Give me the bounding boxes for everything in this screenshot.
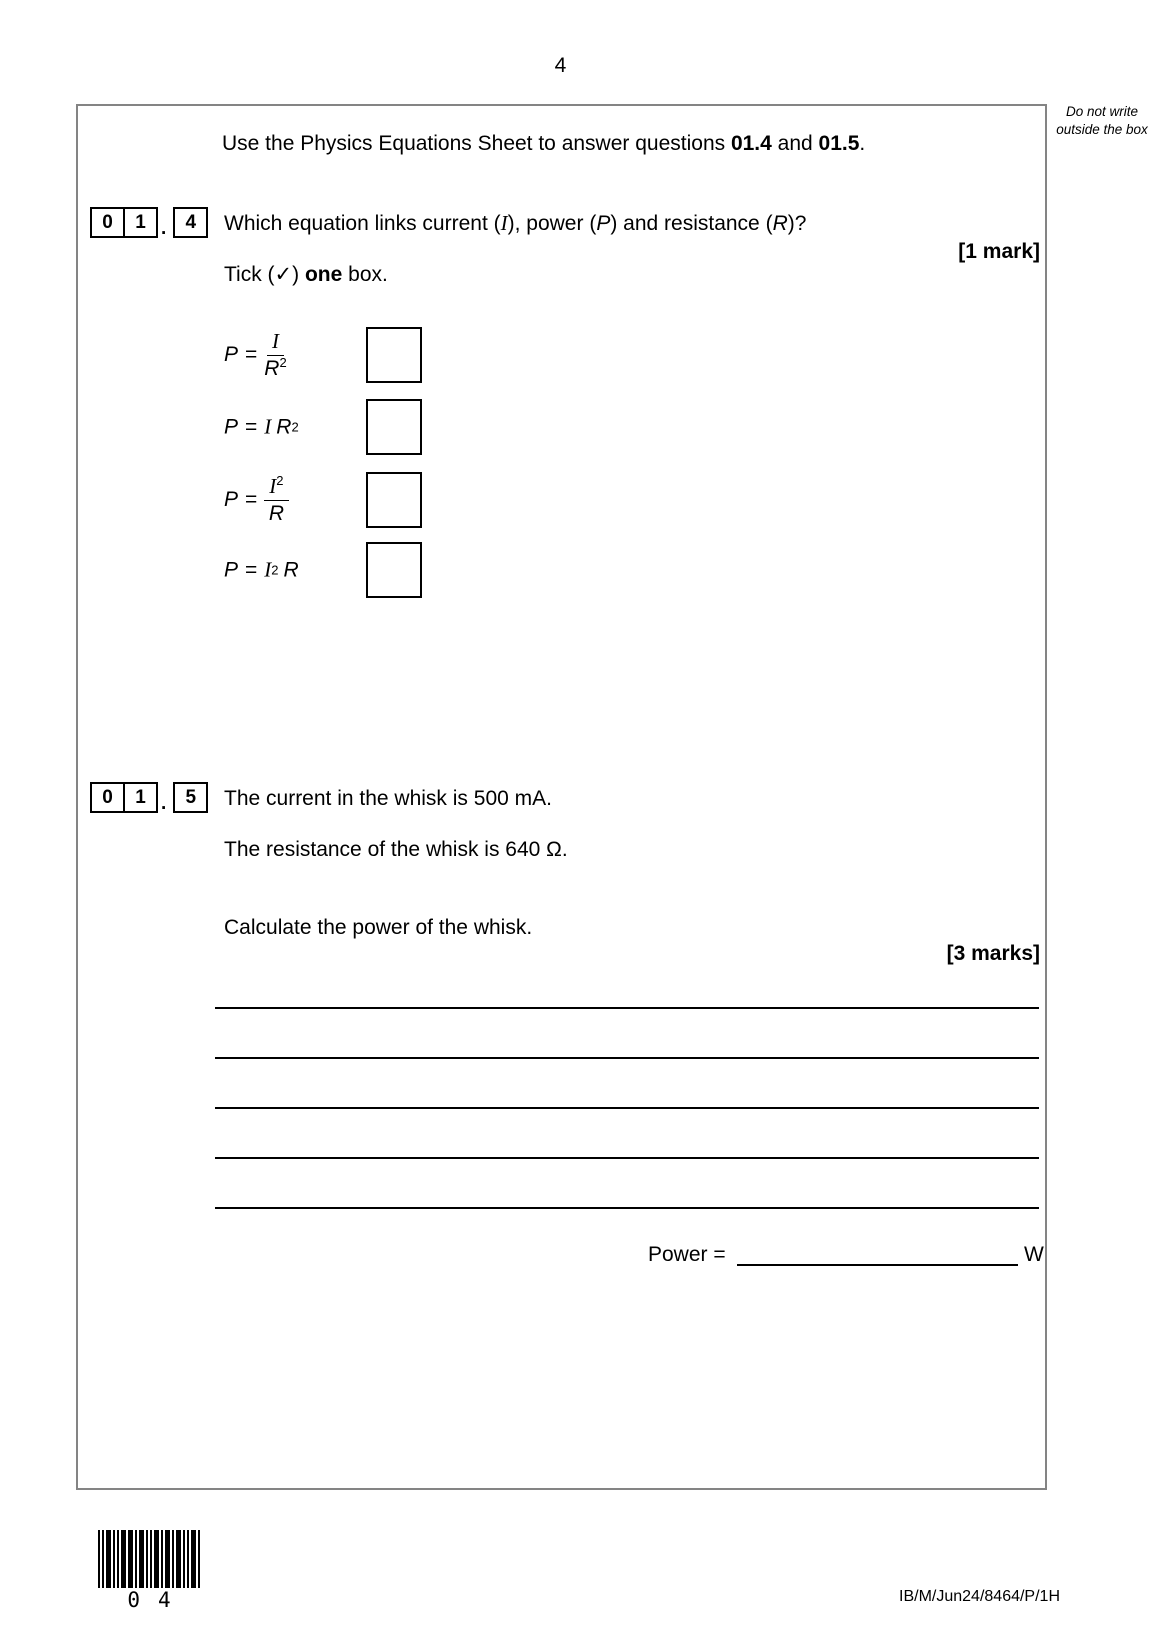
q5-statement-current: The current in the whisk is 500 mA. (224, 787, 552, 810)
fraction: $\frac{I^2}{R}$ (264, 474, 288, 526)
barcode (98, 1530, 200, 1588)
qnum-dot: . (161, 793, 167, 814)
equation-option-4: P = I 2 R (224, 557, 299, 582)
qnum-digit-box: 1 (125, 207, 158, 238)
answer-line[interactable] (215, 1207, 1039, 1209)
question-number-01-4 (90, 207, 208, 238)
equation-option-2: P = I R 2 (224, 414, 299, 439)
equation-option-3: P = $\frac{I^2}{R}$ (224, 474, 289, 526)
qnum-digit-box: 4 (173, 207, 208, 238)
tick-box-option-2[interactable] (366, 399, 422, 455)
answer-line[interactable] (215, 1107, 1039, 1109)
qnum-digit-box: 0 (90, 207, 125, 238)
q5-task-calculate: Calculate the power of the whisk. (224, 916, 533, 939)
answer-line[interactable] (215, 1157, 1039, 1159)
power-unit-label: W (1024, 1243, 1044, 1266)
page-number: 4 (554, 54, 567, 77)
qnum-digit-box: 0 (90, 782, 125, 813)
q5-marks-label: [3 marks] (946, 942, 1040, 965)
question-border-box (76, 104, 1047, 1490)
paper-reference: IB/M/Jun24/8464/P/1H (899, 1588, 1060, 1605)
power-answer-label: Power = (648, 1243, 726, 1266)
barcode-digits: 0 4 (127, 1588, 171, 1612)
check-icon: ✓ (274, 263, 293, 286)
qnum-dot: . (161, 218, 167, 239)
q4-question-text: Which equation links current (I), power (P) and resistance (R)? (224, 211, 807, 235)
tick-box-option-4[interactable] (366, 542, 422, 598)
tick-one-box-instruction: Tick (✓) one box. (224, 263, 388, 286)
qnum-digit-box: 5 (173, 782, 208, 813)
fraction: $\frac{I}{R^2}$ (264, 329, 287, 380)
question-number-01-5 (90, 782, 208, 813)
q5-statement-resistance: The resistance of the whisk is 640 Ω. (224, 838, 568, 861)
do-not-write-note: Do not write outside the box (1056, 104, 1148, 137)
answer-line[interactable] (215, 1007, 1039, 1009)
answer-line[interactable] (215, 1057, 1039, 1059)
qnum-digit-box: 1 (125, 782, 158, 813)
barcode-graphic (98, 1530, 200, 1588)
equation-option-1: P = $\frac{I}{R^2}$ (224, 329, 287, 380)
equations-sheet-instruction: Use the Physics Equations Sheet to answer questions 01.4 and 01.5. (222, 132, 866, 155)
q4-marks-label: [1 mark] (958, 240, 1040, 263)
tick-box-option-1[interactable] (366, 327, 422, 383)
tick-box-option-3[interactable] (366, 472, 422, 528)
power-answer-blank[interactable] (737, 1264, 1018, 1266)
